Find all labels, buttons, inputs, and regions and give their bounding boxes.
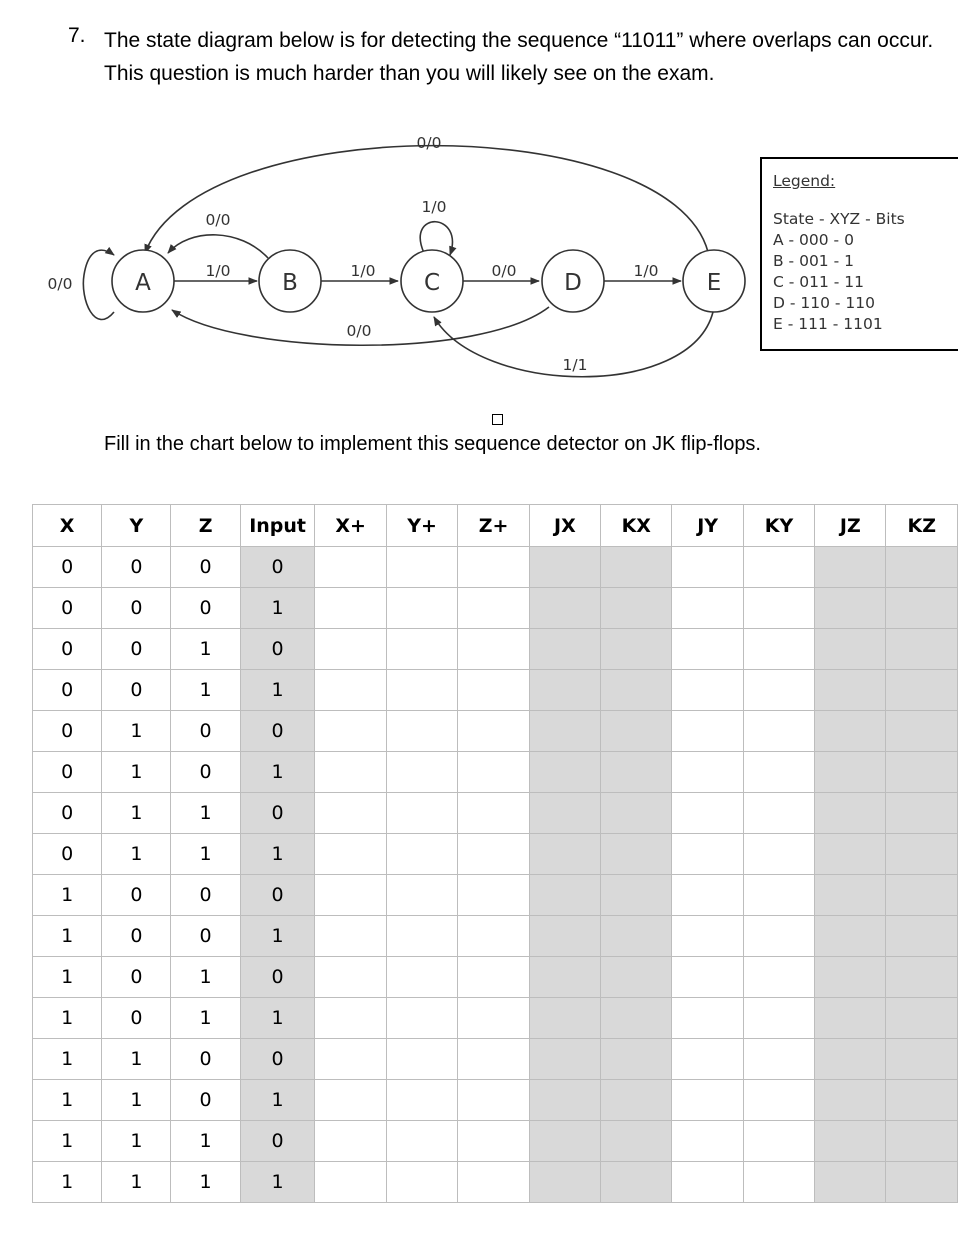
state-cell: 0: [102, 588, 171, 629]
answer-cell[interactable]: [529, 875, 600, 916]
state-cell: 1: [240, 670, 315, 711]
answer-cell[interactable]: [386, 670, 457, 711]
state-cell: 0: [171, 916, 240, 957]
answer-cell[interactable]: [529, 1121, 600, 1162]
answer-cell[interactable]: [315, 1039, 386, 1080]
state-cell: 1: [102, 793, 171, 834]
answer-cell[interactable]: [601, 629, 672, 670]
answer-cell[interactable]: [529, 1162, 600, 1203]
answer-cell[interactable]: [815, 752, 886, 793]
question-number: 7.: [68, 24, 86, 47]
answer-cell[interactable]: [743, 588, 814, 629]
state-cell: 0: [171, 547, 240, 588]
state-cell: 1: [171, 1121, 240, 1162]
answer-cell[interactable]: [529, 916, 600, 957]
answer-cell[interactable]: [529, 834, 600, 875]
answer-cell[interactable]: [315, 793, 386, 834]
legend-header: State - XYZ - Bits: [773, 210, 905, 228]
state-cell: 1: [33, 1121, 102, 1162]
state-cell: 1: [33, 957, 102, 998]
answer-cell[interactable]: [529, 998, 600, 1039]
answer-cell[interactable]: [386, 916, 457, 957]
table-row: [33, 1121, 958, 1162]
state-b-label: B: [282, 270, 298, 296]
table-row: [33, 916, 958, 957]
state-cell: 1: [171, 1162, 240, 1203]
answer-cell[interactable]: [529, 711, 600, 752]
answer-cell[interactable]: [458, 1039, 529, 1080]
state-cell: 0: [171, 1039, 240, 1080]
answer-cell[interactable]: [458, 1162, 529, 1203]
answer-cell[interactable]: [743, 711, 814, 752]
answer-cell[interactable]: [386, 1162, 457, 1203]
answer-cell[interactable]: [672, 752, 743, 793]
state-cell: 0: [102, 875, 171, 916]
answer-cell[interactable]: [815, 547, 886, 588]
state-cell: 0: [171, 588, 240, 629]
answer-cell[interactable]: [672, 875, 743, 916]
answer-cell[interactable]: [815, 1121, 886, 1162]
legend-row: C - 011 - 11: [773, 273, 865, 291]
state-cell: 0: [171, 1080, 240, 1121]
answer-cell[interactable]: [886, 834, 958, 875]
answer-cell[interactable]: [815, 793, 886, 834]
answer-cell[interactable]: [815, 916, 886, 957]
answer-cell[interactable]: [886, 752, 958, 793]
answer-cell[interactable]: [386, 998, 457, 1039]
table-row: [33, 588, 958, 629]
answer-cell[interactable]: [672, 670, 743, 711]
answer-cell[interactable]: [458, 834, 529, 875]
column-header: JX: [529, 505, 600, 547]
state-a-label: A: [135, 270, 151, 296]
state-cell: 0: [102, 629, 171, 670]
state-cell: 0: [240, 875, 315, 916]
state-cell: 1: [240, 998, 315, 1039]
answer-cell[interactable]: [886, 1039, 958, 1080]
state-cell: 1: [33, 916, 102, 957]
state-cell: 1: [33, 1162, 102, 1203]
state-cell: 0: [171, 752, 240, 793]
answer-cell[interactable]: [458, 957, 529, 998]
answer-cell[interactable]: [386, 588, 457, 629]
table-row: [33, 875, 958, 916]
column-header: KZ: [886, 505, 958, 547]
answer-cell[interactable]: [743, 1162, 814, 1203]
answer-cell[interactable]: [386, 957, 457, 998]
state-diagram: [0, 110, 760, 400]
answer-cell[interactable]: [815, 1039, 886, 1080]
answer-cell[interactable]: [386, 834, 457, 875]
column-header: KX: [601, 505, 672, 547]
state-cell: 0: [240, 1121, 315, 1162]
state-cell: 0: [102, 670, 171, 711]
answer-cell[interactable]: [601, 793, 672, 834]
state-cell: 1: [171, 670, 240, 711]
answer-cell[interactable]: [743, 1039, 814, 1080]
answer-cell[interactable]: [815, 711, 886, 752]
column-header: KY: [743, 505, 814, 547]
answer-cell[interactable]: [743, 875, 814, 916]
column-header: JZ: [815, 505, 886, 547]
answer-cell[interactable]: [886, 711, 958, 752]
state-cell: 1: [102, 1080, 171, 1121]
answer-cell[interactable]: [458, 752, 529, 793]
label-a-b: 1/0: [205, 262, 231, 280]
answer-cell[interactable]: [672, 1039, 743, 1080]
answer-cell[interactable]: [315, 1121, 386, 1162]
column-header: Y+: [386, 505, 457, 547]
state-cell: 1: [102, 1162, 171, 1203]
answer-cell[interactable]: [315, 588, 386, 629]
answer-cell[interactable]: [601, 916, 672, 957]
state-cell: 0: [240, 711, 315, 752]
state-cell: 0: [33, 547, 102, 588]
state-cell: 1: [33, 998, 102, 1039]
answer-cell[interactable]: [815, 957, 886, 998]
answer-cell[interactable]: [386, 629, 457, 670]
answer-cell[interactable]: [386, 711, 457, 752]
answer-cell[interactable]: [815, 588, 886, 629]
answer-cell[interactable]: [315, 1162, 386, 1203]
answer-cell[interactable]: [458, 998, 529, 1039]
label-c-self: 1/0: [421, 198, 447, 216]
answer-cell[interactable]: [672, 711, 743, 752]
answer-cell[interactable]: [815, 670, 886, 711]
answer-cell[interactable]: [458, 875, 529, 916]
state-cell: 1: [102, 1039, 171, 1080]
answer-cell[interactable]: [386, 1080, 457, 1121]
answer-cell[interactable]: [886, 1080, 958, 1121]
answer-cell[interactable]: [315, 875, 386, 916]
label-d-e: 1/0: [633, 262, 659, 280]
question-text: The state diagram below is for detecting the sequence “11011” where overlaps can occur. This question is much harder than you will likely see on the exam.: [104, 29, 934, 85]
answer-cell[interactable]: [672, 1162, 743, 1203]
answer-cell[interactable]: [601, 998, 672, 1039]
answer-cell[interactable]: [529, 1039, 600, 1080]
answer-cell[interactable]: [315, 711, 386, 752]
answer-cell[interactable]: [601, 1121, 672, 1162]
edge-b-a: [168, 235, 268, 258]
answer-cell[interactable]: [886, 916, 958, 957]
answer-cell[interactable]: [672, 588, 743, 629]
answer-cell[interactable]: [743, 793, 814, 834]
legend-row: B - 001 - 1: [773, 252, 854, 270]
state-cell: 1: [240, 752, 315, 793]
answer-cell[interactable]: [886, 1162, 958, 1203]
answer-cell[interactable]: [886, 998, 958, 1039]
answer-cell[interactable]: [529, 1080, 600, 1121]
checkbox-icon[interactable]: [492, 414, 503, 425]
answer-cell[interactable]: [672, 916, 743, 957]
answer-cell[interactable]: [743, 957, 814, 998]
answer-cell[interactable]: [743, 916, 814, 957]
answer-cell[interactable]: [315, 670, 386, 711]
answer-cell[interactable]: [601, 547, 672, 588]
answer-cell[interactable]: [886, 629, 958, 670]
answer-cell[interactable]: [601, 1162, 672, 1203]
state-cell: 0: [33, 711, 102, 752]
state-cell: 1: [240, 1080, 315, 1121]
instruction-text: Fill in the chart below to implement this sequence detector on JK flip-flops.: [104, 433, 761, 455]
answer-cell[interactable]: [886, 588, 958, 629]
state-cell: 1: [171, 834, 240, 875]
label-d-a: 0/0: [346, 322, 372, 340]
state-cell: 0: [33, 834, 102, 875]
answer-cell[interactable]: [672, 547, 743, 588]
table-row: [33, 629, 958, 670]
column-header: Z: [171, 505, 240, 547]
answer-cell[interactable]: [458, 1121, 529, 1162]
answer-cell[interactable]: [601, 670, 672, 711]
label-e-a: 0/0: [416, 134, 442, 152]
answer-cell[interactable]: [458, 547, 529, 588]
answer-cell[interactable]: [672, 1121, 743, 1162]
answer-cell[interactable]: [815, 998, 886, 1039]
state-cell: 1: [171, 957, 240, 998]
state-cell: 0: [33, 670, 102, 711]
answer-cell[interactable]: [529, 588, 600, 629]
answer-cell[interactable]: [458, 1080, 529, 1121]
legend-box: [760, 157, 958, 351]
answer-cell[interactable]: [315, 1080, 386, 1121]
state-cell: 0: [171, 875, 240, 916]
answer-cell[interactable]: [815, 1162, 886, 1203]
answer-cell[interactable]: [529, 670, 600, 711]
table-row: [33, 670, 958, 711]
answer-cell[interactable]: [743, 547, 814, 588]
answer-cell[interactable]: [743, 752, 814, 793]
column-header: Z+: [458, 505, 529, 547]
state-cell: 0: [33, 752, 102, 793]
state-cell: 1: [102, 711, 171, 752]
answer-cell[interactable]: [529, 793, 600, 834]
answer-cell[interactable]: [886, 1121, 958, 1162]
state-cell: 0: [240, 629, 315, 670]
legend-row: E - 111 - 1101: [773, 315, 883, 333]
answer-cell[interactable]: [886, 793, 958, 834]
label-b-c: 1/0: [350, 262, 376, 280]
state-cell: 0: [171, 711, 240, 752]
state-cell: 1: [171, 629, 240, 670]
answer-cell[interactable]: [886, 670, 958, 711]
state-cell: 0: [102, 957, 171, 998]
answer-cell[interactable]: [601, 834, 672, 875]
state-cell: 1: [33, 1080, 102, 1121]
state-cell: 1: [102, 834, 171, 875]
state-c-label: C: [423, 270, 441, 296]
answer-cell[interactable]: [672, 1080, 743, 1121]
answer-cell[interactable]: [386, 793, 457, 834]
answer-cell[interactable]: [815, 1080, 886, 1121]
edge-a-self: [83, 250, 114, 319]
column-header: Y: [102, 505, 171, 547]
label-b-a: 0/0: [205, 211, 231, 229]
answer-cell[interactable]: [601, 752, 672, 793]
table-row: [33, 752, 958, 793]
answer-cell[interactable]: [601, 1039, 672, 1080]
label-a-self: 0/0: [47, 275, 73, 293]
state-cell: 0: [102, 547, 171, 588]
table-row: [33, 1039, 958, 1080]
state-cell: 0: [33, 793, 102, 834]
label-e-c: 1/1: [562, 356, 588, 374]
answer-cell[interactable]: [743, 629, 814, 670]
answer-cell[interactable]: [386, 875, 457, 916]
table-header-row: [33, 505, 958, 547]
state-cell: 0: [33, 588, 102, 629]
answer-cell[interactable]: [601, 1080, 672, 1121]
state-d-label: D: [564, 270, 582, 296]
answer-cell[interactable]: [315, 957, 386, 998]
state-cell: 0: [240, 1039, 315, 1080]
state-cell: 1: [102, 1121, 171, 1162]
answer-cell[interactable]: [886, 875, 958, 916]
state-e-label: E: [706, 270, 722, 296]
answer-cell[interactable]: [601, 711, 672, 752]
answer-cell[interactable]: [529, 629, 600, 670]
answer-cell[interactable]: [315, 916, 386, 957]
state-cell: 1: [102, 752, 171, 793]
answer-cell[interactable]: [672, 793, 743, 834]
answer-cell[interactable]: [529, 957, 600, 998]
answer-cell[interactable]: [458, 588, 529, 629]
answer-cell[interactable]: [386, 752, 457, 793]
answer-cell[interactable]: [529, 547, 600, 588]
table-row: [33, 998, 958, 1039]
column-header: Input: [240, 505, 315, 547]
answer-cell[interactable]: [315, 547, 386, 588]
state-cell: 0: [102, 916, 171, 957]
answer-cell[interactable]: [672, 998, 743, 1039]
state-cell: 1: [240, 834, 315, 875]
answer-cell[interactable]: [601, 588, 672, 629]
table-row: [33, 1162, 958, 1203]
answer-cell[interactable]: [386, 547, 457, 588]
state-cell: 0: [240, 547, 315, 588]
state-cell: 0: [240, 793, 315, 834]
answer-cell[interactable]: [601, 875, 672, 916]
table-row: [33, 957, 958, 998]
answer-cell[interactable]: [458, 793, 529, 834]
column-header: JY: [672, 505, 743, 547]
answer-cell[interactable]: [743, 998, 814, 1039]
state-cell: 0: [33, 629, 102, 670]
answer-cell[interactable]: [815, 629, 886, 670]
legend-row: A - 000 - 0: [773, 231, 854, 249]
answer-cell[interactable]: [672, 957, 743, 998]
state-cell: 1: [33, 875, 102, 916]
table-row: [33, 1080, 958, 1121]
answer-cell[interactable]: [743, 670, 814, 711]
state-cell: 1: [240, 588, 315, 629]
answer-cell[interactable]: [458, 711, 529, 752]
table-row: [33, 711, 958, 752]
state-cell: 1: [171, 793, 240, 834]
state-cell: 1: [33, 1039, 102, 1080]
answer-cell[interactable]: [815, 875, 886, 916]
state-cell: 0: [102, 998, 171, 1039]
answer-cell[interactable]: [886, 547, 958, 588]
table-row: [33, 834, 958, 875]
answer-cell[interactable]: [315, 629, 386, 670]
answer-cell[interactable]: [458, 670, 529, 711]
answer-cell[interactable]: [315, 752, 386, 793]
answer-cell[interactable]: [743, 834, 814, 875]
jk-chart-table: [32, 504, 958, 1203]
state-cell: 0: [240, 957, 315, 998]
table-row: [33, 547, 958, 588]
answer-cell[interactable]: [815, 834, 886, 875]
answer-cell[interactable]: [529, 752, 600, 793]
answer-cell[interactable]: [601, 957, 672, 998]
answer-cell[interactable]: [743, 1080, 814, 1121]
column-header: X+: [315, 505, 386, 547]
answer-cell[interactable]: [315, 998, 386, 1039]
answer-cell[interactable]: [743, 1121, 814, 1162]
answer-cell[interactable]: [458, 629, 529, 670]
legend-row: D - 110 - 110: [773, 294, 875, 312]
answer-cell[interactable]: [386, 1039, 457, 1080]
answer-cell[interactable]: [315, 834, 386, 875]
state-cell: 1: [171, 998, 240, 1039]
answer-cell[interactable]: [458, 916, 529, 957]
legend-title: Legend:: [773, 172, 836, 190]
table-row: [33, 793, 958, 834]
state-cell: 1: [240, 916, 315, 957]
answer-cell[interactable]: [672, 629, 743, 670]
answer-cell[interactable]: [886, 957, 958, 998]
column-header: X: [33, 505, 102, 547]
answer-cell[interactable]: [672, 834, 743, 875]
state-cell: 1: [240, 1162, 315, 1203]
answer-cell[interactable]: [386, 1121, 457, 1162]
label-c-d: 0/0: [491, 262, 517, 280]
